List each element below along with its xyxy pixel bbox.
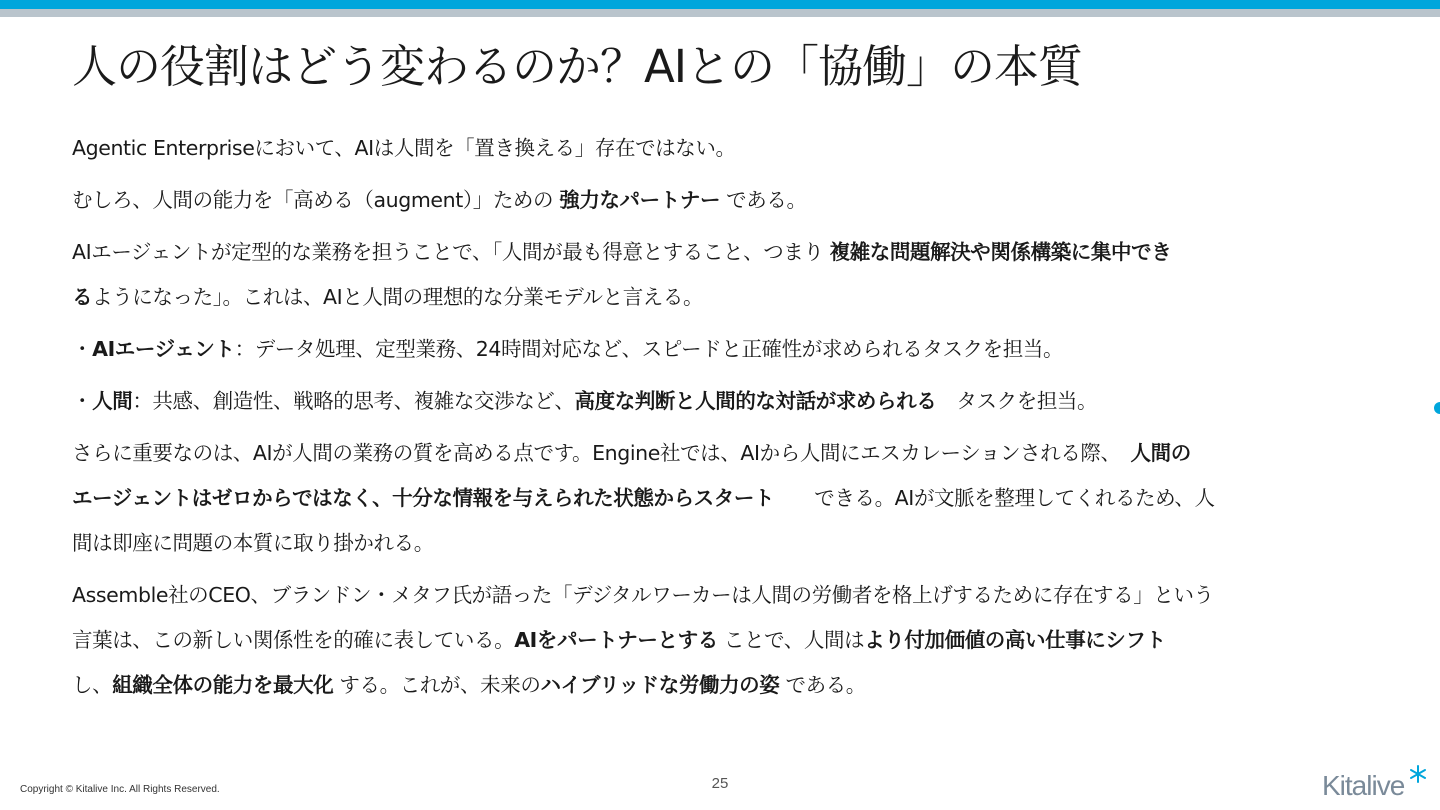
text: 間は即座に問題の本質に取り掛かれる。 [72,531,434,555]
paragraph-5-line-3 [72,663,1362,708]
bold-text: AIエージェント [92,337,235,361]
paragraph-4-line-3 [72,521,1362,566]
brand-logo: Kitalive [1322,770,1405,801]
text: ：共感、創造性、戦略的思考、複雑な交渉など、 [132,389,575,413]
bold-text: 複雑な問題解決や関係構築に集中でき [829,240,1172,264]
edge-marker-icon [1434,402,1440,414]
text: する。これが、未来の [333,673,541,697]
text: ：データ処理、定型業務、24時間対応など、スピードと正確性が求められるタスクを担当。 [234,337,1064,361]
text: さらに重要なのは、AIが人間の業務の質を高める点です。Engine社では、AIから人間にエスカレーションされる際、 [72,441,1131,465]
slide-body [72,126,1362,708]
bold-text: 強力なパートナー [559,188,721,212]
text: Agentic Enterpriseにおいて、AIは人間を「置き換える」存在ではない。 [72,136,736,160]
bullet-marker: ・ [72,389,93,413]
bold-text: AIをパートナーとする [514,628,718,652]
paragraph-3-line-2 [72,275,1362,320]
bold-text: る [72,285,93,309]
text: タスクを担当。 [936,389,1098,413]
text: ことで、人間は [717,628,865,652]
text: むしろ、人間の能力を「高める（augment）」ための [72,188,560,212]
text: し、 [72,673,113,697]
paragraph-1 [72,126,1362,171]
text: AIエージェントが定型的な業務を担うことで、「人間が最も得意とすること、つまり [72,240,830,264]
paragraph-5-line-1 [72,573,1362,618]
paragraph-3 [72,230,1362,320]
page-number: 25 [711,775,729,792]
bullet-marker: ・ [72,337,93,361]
bold-text: エージェントはゼロからではなく、十分な情報を与えられた状態からスタート [72,486,775,510]
paragraph-2 [72,178,1362,223]
paragraph-4-line-2 [72,476,1362,521]
bold-text: 人間の [1130,441,1191,465]
paragraph-4 [72,431,1362,566]
bold-text: 高度な判断と人間的な対話が求められる [574,389,937,413]
text: 言葉は、この新しい関係性を的確に表している。 [72,628,515,652]
text: である。 [720,188,807,212]
text: である。 [779,673,866,697]
bold-text: 人間 [92,389,133,413]
bullet-human [72,379,1362,424]
paragraph-5-line-2 [72,618,1362,663]
text: ようになった」。これは、AIと人間の理想的な分業モデルと言える。 [92,285,704,309]
bullet-ai-agent [72,327,1362,372]
copyright-notice: Copyright © Kitalive Inc. All Rights Reserved. [20,784,220,795]
text: Assemble社のCEO、ブランドン・メタフ氏が語った「デジタルワーカーは人間の労働者を格上げするために存在する」という [72,583,1214,607]
header-sub-bar [0,9,1440,17]
paragraph-4-line-1 [72,431,1362,476]
text: できる。AIが文脈を整理してくれるため、人 [774,486,1215,510]
logo-star-icon [1408,764,1428,784]
header-accent-bar [0,0,1440,9]
bold-text: ハイブリッドな労働力の姿 [540,673,780,697]
bold-text: より付加価値の高い仕事にシフト [864,628,1166,652]
paragraph-5 [72,573,1362,708]
slide-title: 人の役割はどう変わるのか？AIとの「協働」の本質 [72,40,1083,93]
paragraph-3-line-1 [72,230,1362,275]
bold-text: 組織全体の能力を最大化 [112,673,334,697]
